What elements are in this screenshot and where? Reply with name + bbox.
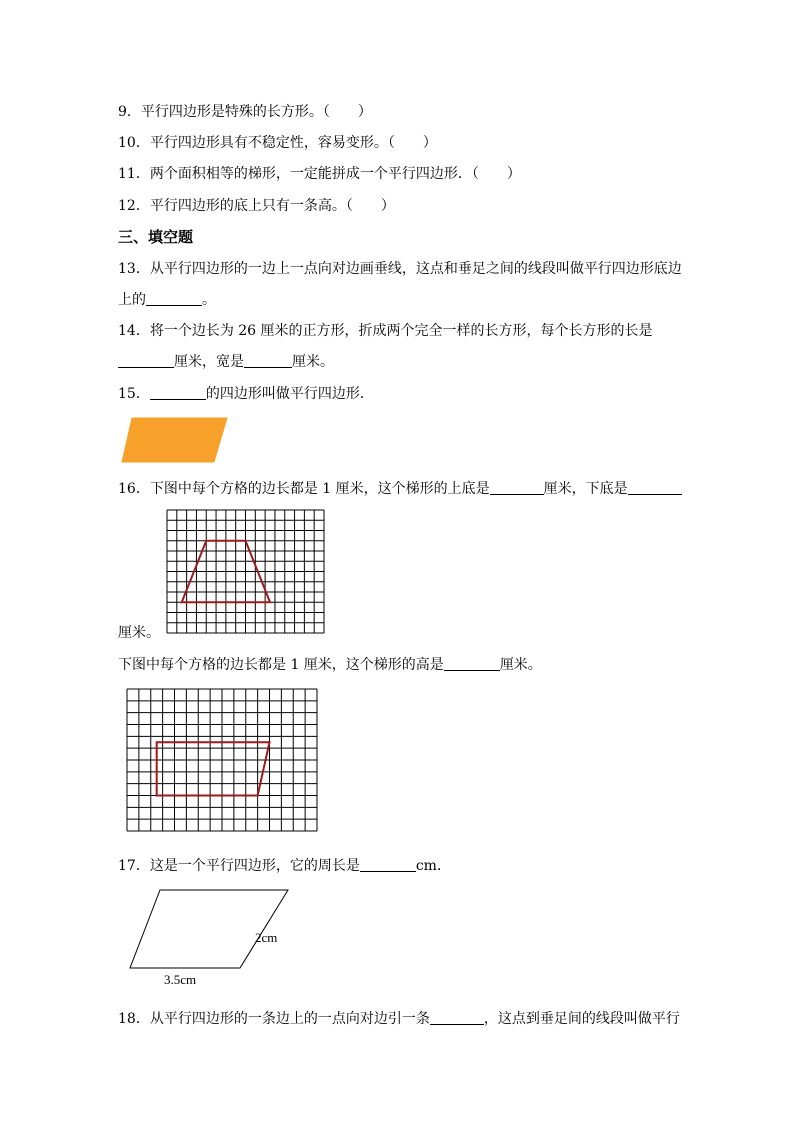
question-12: 12．平行四边形的底上只有一条高。（ ） [118, 198, 395, 214]
question-10: 10．平行四边形具有不稳定性，容易变形。（ ） [118, 135, 437, 151]
q14-text-end: 厘米。 [292, 354, 334, 370]
q13-text: 上的 [118, 292, 146, 308]
parallelogram-figure [120, 880, 320, 990]
q18-text-end: ，这点到垂足间的线段叫做平行 [483, 1011, 680, 1027]
side-length-label: 2cm [255, 930, 278, 945]
question-11: 11．两个面积相等的梯形，一定能拼成一个平行四边形．（ ） [118, 166, 521, 182]
question-14-line1: 14．将一个边长为 26 厘米的正方形，折成两个完全一样的长方形，每个长方形的长是 [118, 323, 653, 339]
q15-blank[interactable] [150, 385, 206, 400]
q18-blank[interactable] [430, 1010, 484, 1025]
question-9: 9．平行四边形是特殊的长方形。（ ） [118, 104, 372, 120]
q14-blank-width[interactable] [244, 353, 292, 368]
question-14-line2 [118, 352, 334, 372]
question-18 [118, 1009, 680, 1029]
trapezoid-shape [157, 742, 270, 795]
q16c-text: 下图中每个方格的边长都是 1 厘米，这个梯形的高是 [118, 657, 444, 673]
question-13-line2 [118, 290, 216, 310]
q16c-blank-height[interactable] [444, 656, 500, 671]
q15-text: 的四边形叫做平行四边形． [205, 386, 374, 402]
q16-text-mid: 厘米，下底是 [543, 481, 628, 497]
q18-text: 18．从平行四边形的一条边上的一点向对边引一条 [118, 1011, 430, 1027]
question-16-line3 [118, 655, 542, 675]
grid-trapezoid-figure-1 [167, 510, 325, 634]
question-13-line1: 13．从平行四边形的一边上一点向对边画垂线，这点和垂足之间的线段叫做平行四边形底边 [118, 261, 682, 277]
grid-trapezoid-figure-2 [127, 689, 318, 832]
section-heading-fill-in: 三、填空题 [118, 228, 194, 246]
q14-text-mid: 厘米，宽是 [174, 354, 244, 370]
q17-text-end: cm． [415, 858, 451, 874]
question-16-line1 [118, 479, 682, 499]
q16-text: 16．下图中每个方格的边长都是 1 厘米，这个梯形的上底是 [118, 481, 490, 497]
q17-blank[interactable] [360, 857, 416, 872]
q15-number: 15． [118, 386, 150, 402]
base-length-label: 3.5cm [164, 972, 197, 987]
q17-text: 17．这是一个平行四边形，它的周长是 [118, 858, 360, 874]
q16-blank-top[interactable] [490, 480, 544, 495]
q16c-text-end: 厘米。 [499, 657, 542, 673]
orange-parallelogram [120, 416, 230, 464]
q13-blank[interactable] [146, 291, 202, 306]
q14-blank-length[interactable] [118, 353, 174, 368]
question-15 [118, 384, 374, 404]
question-17 [118, 856, 451, 876]
q13-text-end: 。 [202, 292, 216, 308]
question-16-line2: 厘米。 [118, 625, 160, 641]
q16-blank-bottom[interactable] [628, 480, 682, 495]
